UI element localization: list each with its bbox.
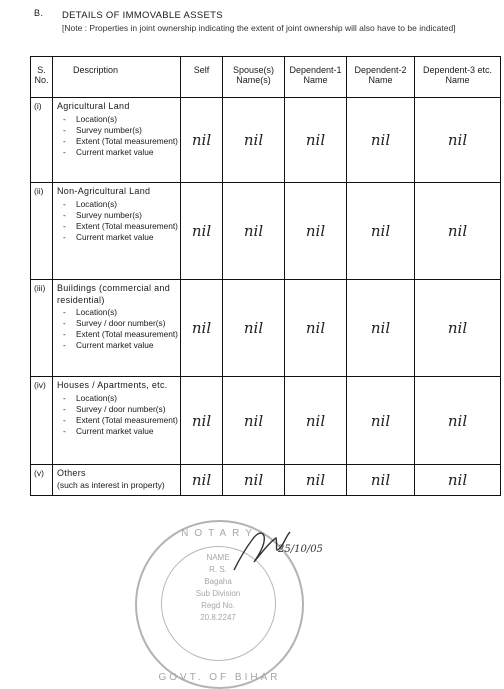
value-cell: nil (223, 465, 285, 496)
value-cell: nil (223, 377, 285, 465)
section-title: DETAILS OF IMMOVABLE ASSETS (62, 10, 223, 21)
row-item: - Extent (Total measurement) (63, 415, 178, 426)
value-cell: nil (285, 183, 347, 280)
row-sno: (v) (31, 465, 53, 496)
value-cell: nil (415, 377, 501, 465)
col-header-dependent-3: Dependent-3 etc. Name (415, 57, 501, 98)
row-category: Non-Agricultural Land (57, 186, 151, 196)
value-cell: nil (347, 98, 415, 183)
row-sno: (ii) (31, 183, 53, 280)
row-description (53, 183, 181, 280)
row-item: - Location(s) (63, 199, 178, 210)
value-cell: nil (415, 280, 501, 377)
immovable-assets-table (30, 56, 501, 496)
value-cell: nil (347, 280, 415, 377)
stamp-line: Bagaha (204, 577, 232, 586)
row-items (57, 114, 178, 158)
row-item: - Current market value (63, 147, 178, 158)
value-cell: nil (347, 465, 415, 496)
value-cell: nil (223, 280, 285, 377)
value-cell: nil (181, 183, 223, 280)
value-cell: nil (347, 377, 415, 465)
value-cell: nil (223, 98, 285, 183)
value-cell: nil (285, 280, 347, 377)
stamp-line: R. S. (209, 565, 227, 574)
row-item: - Location(s) (63, 114, 178, 125)
row-sno: (iv) (31, 377, 53, 465)
value-cell: nil (223, 183, 285, 280)
table-row (31, 98, 501, 183)
row-item: - Location(s) (63, 307, 178, 318)
value-cell: nil (285, 98, 347, 183)
row-item: - Survey number(s) (63, 210, 178, 221)
table-row (31, 280, 501, 377)
value-cell: nil (285, 465, 347, 496)
row-subtext: (such as interest in property) (57, 479, 165, 490)
row-sno: (i) (31, 98, 53, 183)
value-cell: nil (181, 377, 223, 465)
col-header-description: Description (53, 57, 181, 98)
col-header-dependent-1: Dependent-1 Name (285, 57, 347, 98)
row-item: - Location(s) (63, 393, 178, 404)
row-item: - Extent (Total measurement) (63, 221, 178, 232)
row-items (57, 393, 178, 437)
stamp-top-text: NOTARY (181, 528, 258, 539)
row-category: Agricultural Land (57, 101, 130, 111)
row-description (53, 377, 181, 465)
value-cell: nil (285, 377, 347, 465)
value-cell: nil (181, 465, 223, 496)
row-items (57, 307, 178, 351)
row-description (53, 280, 181, 377)
row-description (53, 98, 181, 183)
row-description (53, 465, 181, 496)
col-header-sno: S. No. (31, 57, 53, 98)
row-item: - Extent (Total measurement) (63, 136, 178, 147)
col-header-self: Self (181, 57, 223, 98)
value-cell: nil (181, 98, 223, 183)
row-item: - Current market value (63, 232, 178, 243)
col-header-dependent-2: Dependent-2 Name (347, 57, 415, 98)
value-cell: nil (415, 465, 501, 496)
section-letter: B. (34, 8, 44, 18)
signature (228, 518, 323, 578)
table-row (31, 465, 501, 496)
stamp-bottom-text: GOVT. OF BIHAR (158, 672, 281, 683)
row-category: Buildings (commercial and residential) (57, 283, 171, 305)
table-row (31, 183, 501, 280)
stamp-line: Sub Division (195, 589, 241, 598)
signature-date: 25/10/05 (278, 544, 323, 555)
row-category: Houses / Apartments, etc. (57, 380, 168, 390)
row-item: - Survey number(s) (63, 125, 178, 136)
row-item: - Extent (Total measurement) (63, 329, 178, 340)
stamp-line: 20.8.2247 (200, 613, 236, 622)
value-cell: nil (415, 183, 501, 280)
value-cell: nil (347, 183, 415, 280)
row-sno: (iii) (31, 280, 53, 377)
col-header-spouse: Spouse(s) Name(s) (223, 57, 285, 98)
row-item: - Survey / door number(s) (63, 318, 178, 329)
stamp-line: Regd No. (201, 601, 235, 610)
section-note: [Note : Properties in joint ownership indicating the extent of joint ownership will also have to be indicated] (62, 23, 456, 33)
row-item: - Current market value (63, 340, 178, 351)
value-cell: nil (181, 280, 223, 377)
row-category: Others (57, 468, 86, 478)
table-row (31, 377, 501, 465)
row-item: - Current market value (63, 426, 178, 437)
value-cell: nil (415, 98, 501, 183)
row-item: - Survey / door number(s) (63, 404, 178, 415)
row-items (57, 199, 178, 243)
stamp-line: NAME (206, 553, 230, 562)
